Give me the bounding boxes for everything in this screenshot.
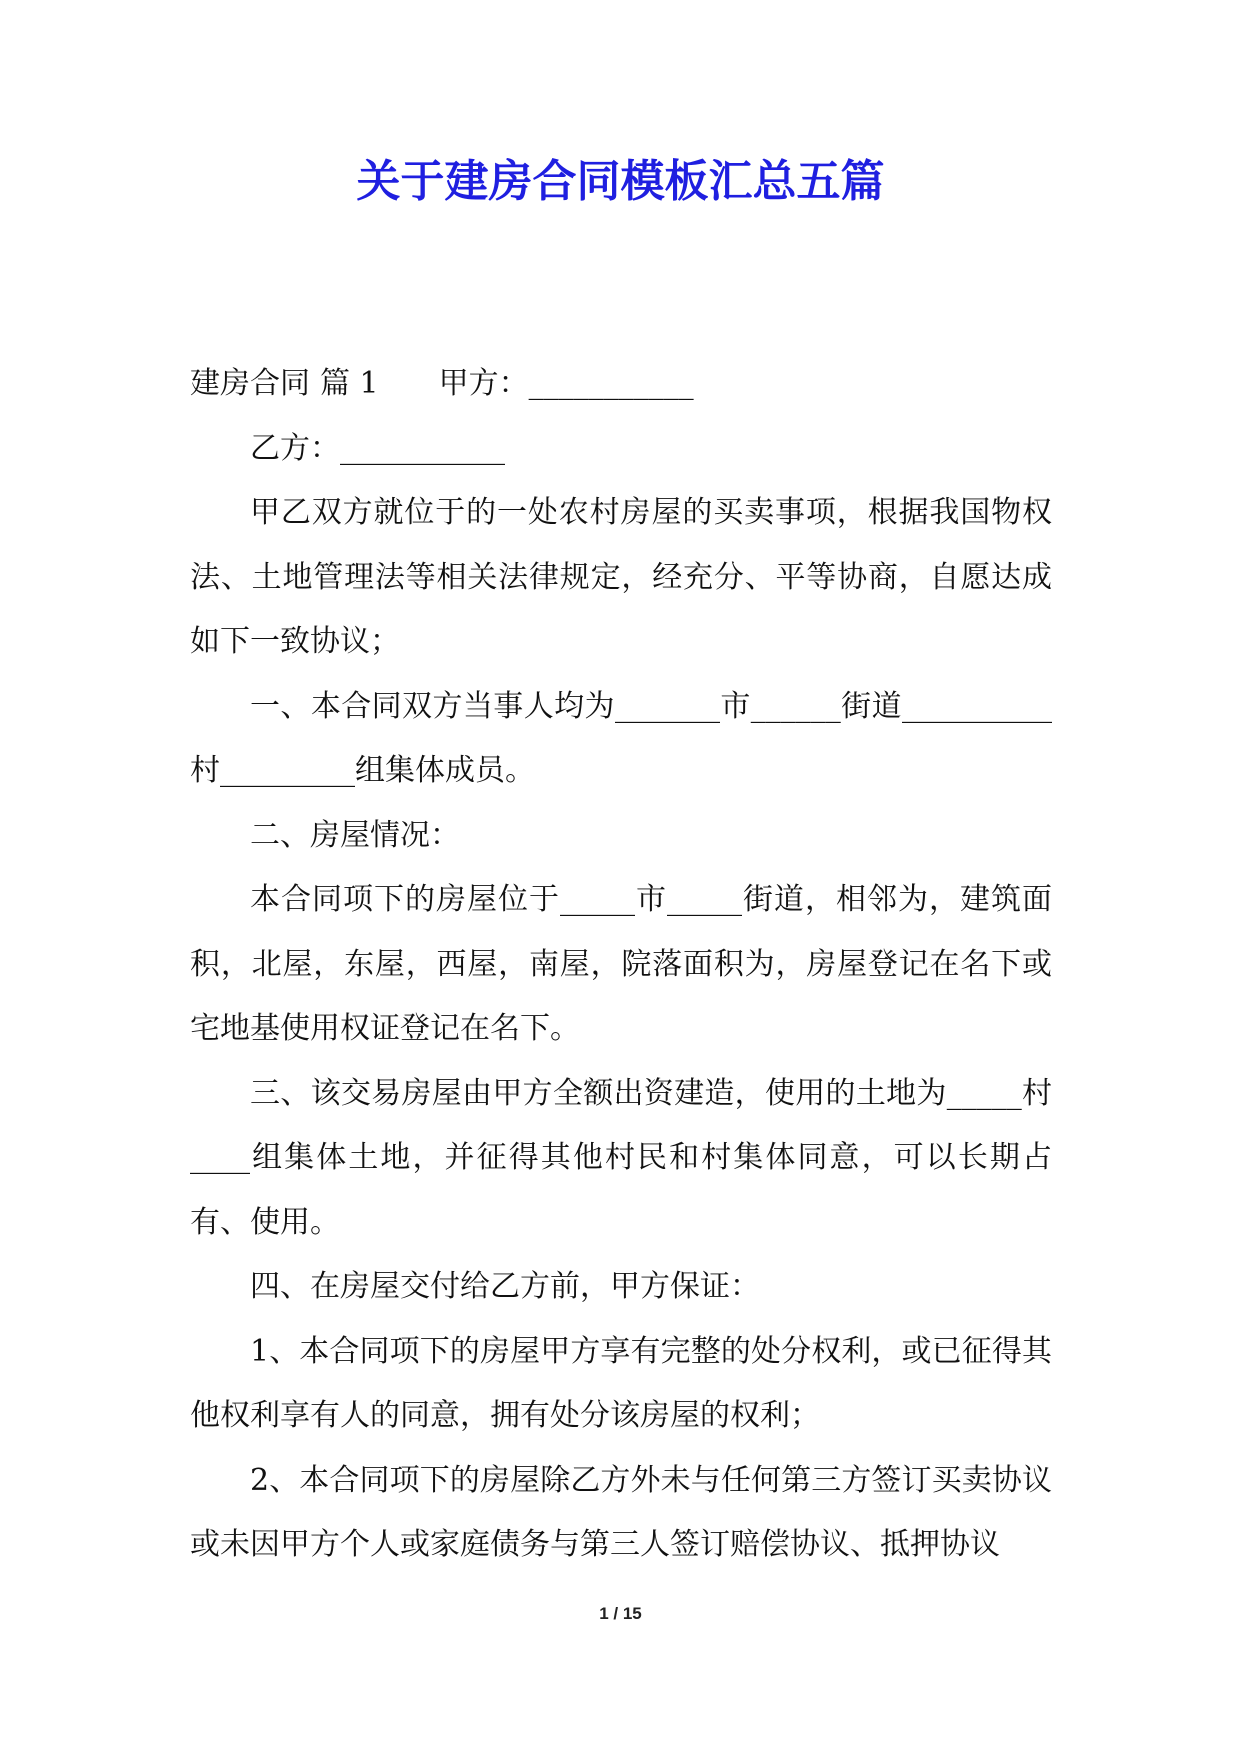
paragraph-guarantee-2: 2、本合同项下的房屋除乙方外未与任何第三方签订买卖协议或未因甲方个人或家庭债务与第三人签订赔偿协议、抵押协议 bbox=[190, 1462, 1052, 1562]
paragraph-clause-4-heading: 四、在房屋交付给乙方前，甲方保证： bbox=[250, 1269, 760, 1304]
paragraph-clause-1: 一、本合同双方当事人均为_______市______街道__________村_________组集体成员。 bbox=[190, 688, 1052, 788]
party-a-line: 甲方：___________ bbox=[438, 366, 694, 401]
paragraph-guarantee-1: 1、本合同项下的房屋甲方享有完整的处分权利，或已征得其他权利享有人的同意，拥有处分该房屋的权利； bbox=[190, 1333, 1052, 1433]
party-b-line: 乙方：___________ bbox=[250, 430, 505, 466]
document-body bbox=[190, 352, 1052, 1578]
contract-heading: 建房合同 bbox=[190, 366, 310, 401]
contract-piece-number: 篇 1 bbox=[320, 366, 379, 401]
page-number: 1 / 15 bbox=[599, 1604, 642, 1623]
paragraph-house-details: 本合同项下的房屋位于_____市_____街道，相邻为，建筑面积，北屋，东屋，西屋，南屋，院落面积为，房屋登记在名下或宅地基使用权证登记在名下。 bbox=[190, 882, 1052, 1046]
document-title: 关于建房合同模板汇总五篇 bbox=[356, 156, 885, 207]
contract-first-line bbox=[190, 352, 1052, 417]
paragraph-preamble: 甲乙双方就位于的一处农村房屋的买卖事项，根据我国物权法、土地管理法等相关法律规定，经充分、平等协商，自愿达成如下一致协议； bbox=[190, 495, 1052, 659]
paragraph-clause-3: 三、该交易房屋由甲方全额出资建造，使用的土地为_____村____组集体土地，并征得其他村民和村集体同意，可以长期占有、使用。 bbox=[190, 1075, 1052, 1240]
paragraph-clause-2-heading: 二、房屋情况： bbox=[250, 817, 460, 853]
